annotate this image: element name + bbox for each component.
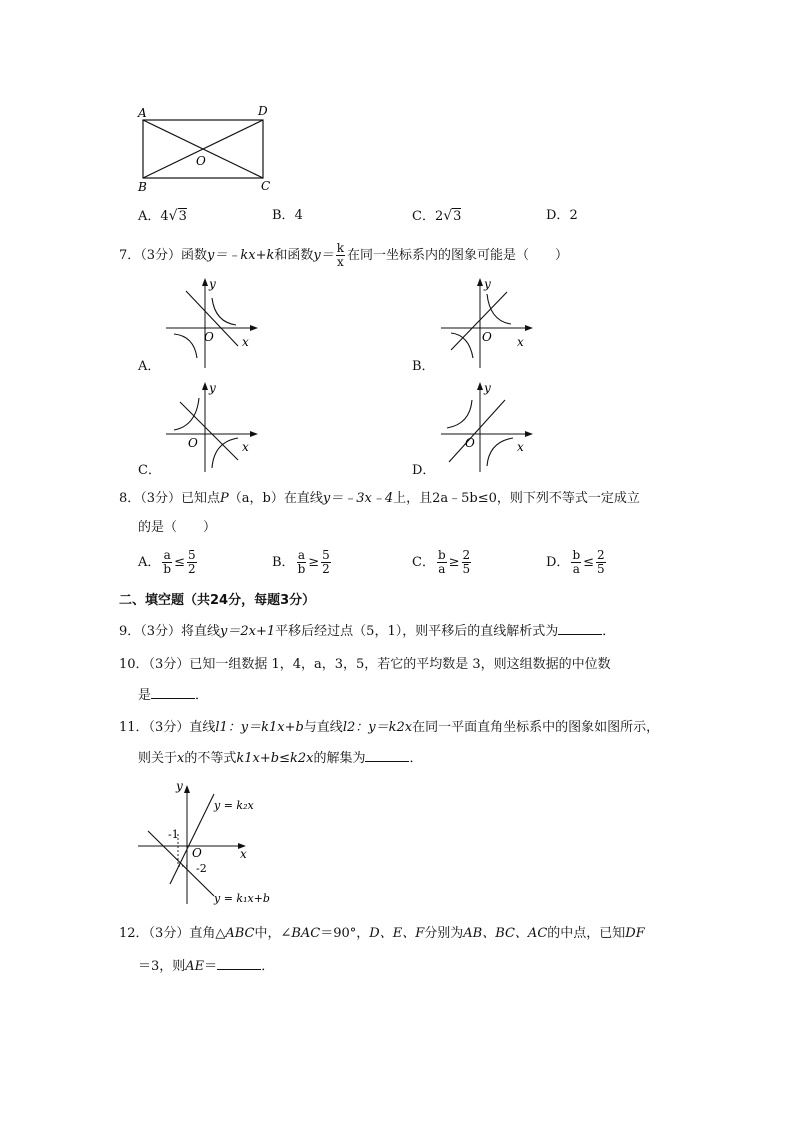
q11-line-k2-label: y = k₂x (214, 799, 254, 812)
rectangle-figure (130, 100, 280, 196)
q10-stem-line1: 10．（3分）已知一组数据 1，4，a，3，5，若它的平均数是 3，则这组数据的中位数 (119, 657, 611, 672)
q9-stem: 9．（3分）将直线y＝2x+1平移后经过点（5，1），则平移后的直线解析式为 ． (119, 624, 616, 639)
q11-graph-x-label: x (240, 847, 247, 861)
q7-graph-c[interactable] (160, 380, 260, 476)
q11-stem-line1: 11．（3分）直线l1：y＝k1x+b与直线l2：y＝k2x在同一平面直角坐标系中的图象如图所示， (119, 720, 660, 735)
vertex-d-label: D (258, 104, 268, 118)
q7-option-c-label[interactable]: C． (138, 463, 161, 478)
q8-stem-line2: 的是（ ） (138, 520, 217, 535)
q7d-y-label: y (484, 381, 491, 395)
q10-stem-line2: 是 ． (138, 688, 209, 703)
q7-stem: 7．（3分）函数y＝﹣kx+k和函数y＝ $\frac{k}{x}$ 在同一坐标系内的图象可能是（ ） (119, 241, 569, 269)
q7-graph-a[interactable] (160, 276, 260, 372)
q7c-o-label: O (188, 436, 198, 450)
q12-stem-line2: ＝3，则AE＝ ． (138, 959, 275, 974)
section-title-fill-in: 二、填空题（共24分，每题3分） (119, 593, 316, 608)
q11-line-k1-label: y = k₁x+b (214, 892, 270, 905)
q12-answer-blank[interactable] (217, 957, 261, 970)
q8-option-d[interactable]: D． $\frac{b}{a}$ ≤ $\frac{2}{5}$ (546, 548, 605, 576)
center-o-label: O (196, 154, 206, 168)
q7d-o-label: O (465, 436, 475, 450)
q6-option-a[interactable]: A．4√3 (138, 208, 187, 224)
q8-stem-line1: 8．（3分）已知点P（a，b）在直线y＝﹣3x﹣4上，且2a﹣5b≤0，则下列不等式一定成立 (119, 491, 640, 506)
q7-graph-d[interactable] (435, 380, 535, 476)
q7c-y-label: y (209, 381, 216, 395)
q12-stem-line1: 12．（3分）直角△ABC中，∠BAC＝90°，D、E、F分别为AB、BC、AC的中点，已知DF (119, 926, 645, 941)
q7a-x-label: x (242, 335, 249, 349)
q7b-x-label: x (517, 335, 524, 349)
q11-stem-line2: 则关于x的不等式k1x+b≤k2x的解集为 ． (138, 751, 423, 766)
q11-graph-neg1-label: -1 (168, 828, 179, 841)
q8-option-a[interactable]: A． $\frac{a}{b}$ ≤ $\frac{5}{2}$ (138, 548, 196, 576)
q7a-o-label: O (204, 330, 214, 344)
q7-option-b-label[interactable]: B． (412, 359, 435, 374)
vertex-b-label: B (138, 180, 147, 194)
q8-option-c[interactable]: C． $\frac{b}{a}$ ≥ $\frac{2}{5}$ (412, 548, 471, 576)
q6-option-c[interactable]: C．2√3 (412, 208, 462, 224)
q7-option-a-label[interactable]: A． (138, 359, 161, 374)
q11-graph-y-label: y (176, 779, 183, 793)
q7b-y-label: y (484, 277, 491, 291)
q11-answer-blank[interactable] (365, 749, 409, 762)
q11-graph-origin-label: O (192, 846, 202, 860)
q6-option-b[interactable]: B．4 (272, 208, 303, 223)
q8-option-b[interactable]: B． $\frac{a}{b}$ ≥ $\frac{5}{2}$ (272, 548, 330, 576)
q11-graph-neg2-label: -2 (196, 862, 207, 875)
q11-graph (132, 776, 282, 910)
q7a-y-label: y (209, 277, 216, 291)
q7c-x-label: x (242, 440, 249, 454)
vertex-c-label: C (261, 179, 271, 193)
vertex-a-label: A (138, 106, 147, 120)
q7d-x-label: x (517, 440, 524, 454)
q10-answer-blank[interactable] (151, 686, 195, 699)
q9-answer-blank[interactable] (558, 622, 602, 635)
q7-graph-b[interactable] (435, 276, 535, 372)
q7-option-d-label[interactable]: D． (412, 463, 436, 478)
q7b-o-label: O (482, 330, 492, 344)
q6-option-d[interactable]: D．2 (546, 208, 578, 223)
